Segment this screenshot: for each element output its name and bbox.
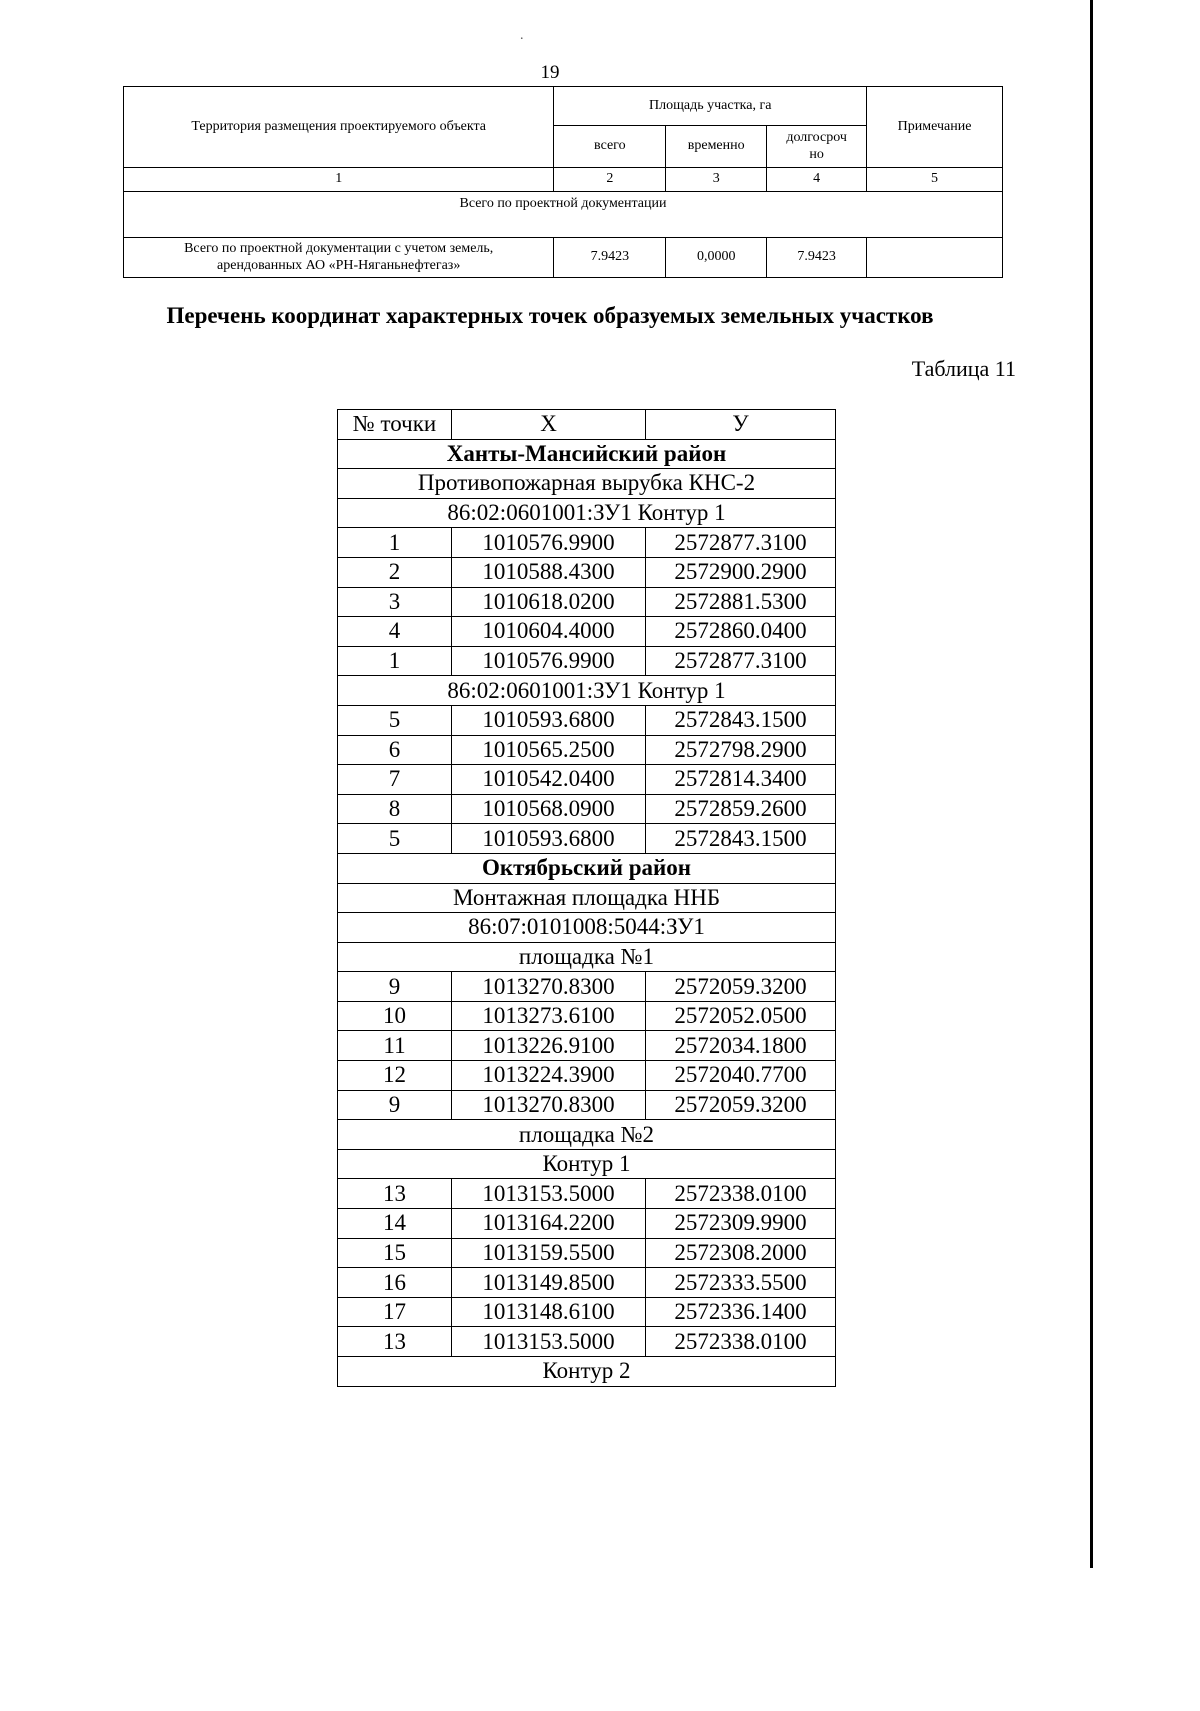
label-row — [338, 942, 836, 972]
point-number: 17 — [338, 1297, 452, 1327]
coordinate-row — [338, 765, 836, 795]
longterm-header-line1: долгосроч — [786, 130, 847, 146]
coordinate-row — [338, 1061, 836, 1091]
coordinate-row — [338, 528, 836, 558]
x-value: 1013270.8300 — [452, 972, 646, 1002]
y-value: 2572900.2900 — [646, 557, 836, 587]
point-number: 9 — [338, 972, 452, 1002]
temporary-header: временно — [666, 126, 767, 168]
y-value: 2572860.0400 — [646, 617, 836, 647]
x-value: 1013149.8500 — [452, 1268, 646, 1298]
point-number: 3 — [338, 587, 452, 617]
coordinate-row — [338, 824, 836, 854]
point-number: 14 — [338, 1209, 452, 1239]
total-row — [124, 192, 1003, 238]
y-value: 2572034.1800 — [646, 1031, 836, 1061]
area-table — [123, 86, 1003, 278]
group-label: площадка №2 — [338, 1120, 836, 1150]
x-value: 1010565.2500 — [452, 735, 646, 765]
y-value: 2572843.1500 — [646, 824, 836, 854]
leased-total: 7.9423 — [554, 238, 666, 278]
x-value: 1010542.0400 — [452, 765, 646, 795]
group-label: Монтажная площадка ННБ — [338, 883, 836, 913]
y-value: 2572333.5500 — [646, 1268, 836, 1298]
x-value: 1013224.3900 — [452, 1061, 646, 1091]
label-row — [338, 913, 836, 943]
total-header: всего — [554, 126, 666, 168]
coordinate-row — [338, 1238, 836, 1268]
label-row — [338, 469, 836, 499]
column-number: 2 — [554, 168, 666, 192]
point-number: 13 — [338, 1327, 452, 1357]
district-name: Октябрьский район — [338, 853, 836, 883]
x-value: 1010618.0200 — [452, 587, 646, 617]
group-label: площадка №1 — [338, 942, 836, 972]
area-header: Площадь участка, га — [554, 87, 867, 126]
note-header: Примечание — [867, 87, 1003, 168]
x-value: 1013148.6100 — [452, 1297, 646, 1327]
coordinate-row — [338, 617, 836, 647]
x-value: 1010576.9900 — [452, 646, 646, 676]
district-row — [338, 853, 836, 883]
x-value: 1010588.4300 — [452, 557, 646, 587]
point-number: 5 — [338, 824, 452, 854]
column-number: 4 — [767, 168, 867, 192]
coordinate-row — [338, 1297, 836, 1327]
x-header: X — [452, 410, 646, 440]
coordinate-row — [338, 646, 836, 676]
column-number-row — [124, 168, 1003, 192]
point-number: 13 — [338, 1179, 452, 1209]
point-number: 1 — [338, 528, 452, 558]
y-value: 2572798.2900 — [646, 735, 836, 765]
x-value: 1013164.2200 — [452, 1209, 646, 1239]
label-row — [338, 1149, 836, 1179]
x-value: 1013273.6100 — [452, 1001, 646, 1031]
group-label: 86:02:0601001:ЗУ1 Контур 1 — [338, 498, 836, 528]
coordinate-row — [338, 1179, 836, 1209]
territory-header: Территория размещения проектируемого объекта — [124, 87, 554, 168]
x-value: 1013226.9100 — [452, 1031, 646, 1061]
y-value: 2572052.0500 — [646, 1001, 836, 1031]
x-value: 1013153.5000 — [452, 1179, 646, 1209]
leased-longterm: 7.9423 — [767, 238, 867, 278]
point-number: 11 — [338, 1031, 452, 1061]
coordinate-row — [338, 1268, 836, 1298]
leased-note — [867, 238, 1003, 278]
coordinates-table — [337, 409, 836, 1387]
label-row — [338, 1120, 836, 1150]
y-value: 2572814.3400 — [646, 765, 836, 795]
y-value: 2572309.9900 — [646, 1209, 836, 1239]
y-value: 2572877.3100 — [646, 646, 836, 676]
label-row — [338, 498, 836, 528]
point-number: 4 — [338, 617, 452, 647]
x-value: 1010593.6800 — [452, 824, 646, 854]
point-number: 2 — [338, 557, 452, 587]
coordinate-row — [338, 1031, 836, 1061]
y-value: 2572843.1500 — [646, 705, 836, 735]
leased-row — [124, 238, 1003, 278]
x-value: 1010576.9900 — [452, 528, 646, 558]
x-value: 1010604.4000 — [452, 617, 646, 647]
district-name: Ханты-Мансийский район — [338, 439, 836, 469]
group-label: 86:07:0101008:5044:ЗУ1 — [338, 913, 836, 943]
x-value: 1013153.5000 — [452, 1327, 646, 1357]
point-number: 12 — [338, 1061, 452, 1091]
x-value: 1010593.6800 — [452, 705, 646, 735]
point-number: 7 — [338, 765, 452, 795]
table-caption: Таблица 11 — [911, 356, 1016, 381]
label-row — [338, 883, 836, 913]
group-label: Контур 1 — [338, 1149, 836, 1179]
leased-row-label-line1: Всего по проектной документации с учетом земель, — [184, 241, 494, 257]
point-number: 15 — [338, 1238, 452, 1268]
leased-row-label — [124, 238, 554, 278]
document-title: Перечень координат характерных точек образуемых земельных участков — [166, 303, 934, 328]
point-number: 5 — [338, 705, 452, 735]
y-value: 2572059.3200 — [646, 1090, 836, 1120]
point-number: 16 — [338, 1268, 452, 1298]
leased-row-label-line2: арендованных АО «РН-Няганьнефтегаз» — [217, 257, 461, 273]
coordinate-row — [338, 705, 836, 735]
y-value: 2572308.2000 — [646, 1238, 836, 1268]
district-row — [338, 439, 836, 469]
label-row — [338, 1357, 836, 1387]
longterm-header — [767, 126, 867, 168]
group-label: Противопожарная вырубка КНС-2 — [338, 469, 836, 499]
scan-artifact: . — [520, 28, 524, 43]
point-number: 1 — [338, 646, 452, 676]
coordinate-row — [338, 1327, 836, 1357]
column-number: 1 — [124, 168, 554, 192]
coordinate-row — [338, 735, 836, 765]
column-number: 3 — [666, 168, 767, 192]
point-number: 6 — [338, 735, 452, 765]
leased-temporary: 0,0000 — [666, 238, 767, 278]
y-value: 2572338.0100 — [646, 1327, 836, 1357]
y-value: 2572877.3100 — [646, 528, 836, 558]
coordinate-row — [338, 587, 836, 617]
y-value: 2572040.7700 — [646, 1061, 836, 1091]
coordinate-row — [338, 1090, 836, 1120]
longterm-header-line2: но — [809, 146, 824, 162]
y-value: 2572059.3200 — [646, 972, 836, 1002]
point-number-header: № точки — [338, 410, 452, 440]
area-table-header-row — [124, 87, 1003, 126]
coordinates-header-row — [338, 410, 836, 440]
coordinate-row — [338, 794, 836, 824]
y-header: У — [646, 410, 836, 440]
page-number: 19 — [540, 62, 560, 83]
x-value: 1013270.8300 — [452, 1090, 646, 1120]
total-row-label: Всего по проектной документации — [124, 192, 1003, 238]
x-value: 1013159.5500 — [452, 1238, 646, 1268]
y-value: 2572338.0100 — [646, 1179, 836, 1209]
label-row — [338, 676, 836, 706]
y-value: 2572859.2600 — [646, 794, 836, 824]
coordinate-row — [338, 1209, 836, 1239]
coordinate-row — [338, 972, 836, 1002]
group-label: 86:02:0601001:ЗУ1 Контур 1 — [338, 676, 836, 706]
coordinate-row — [338, 557, 836, 587]
column-number: 5 — [867, 168, 1003, 192]
point-number: 8 — [338, 794, 452, 824]
group-label: Контур 2 — [338, 1357, 836, 1387]
x-value: 1010568.0900 — [452, 794, 646, 824]
y-value: 2572336.1400 — [646, 1297, 836, 1327]
y-value: 2572881.5300 — [646, 587, 836, 617]
point-number: 9 — [338, 1090, 452, 1120]
coordinate-row — [338, 1001, 836, 1031]
point-number: 10 — [338, 1001, 452, 1031]
coordinates-body — [338, 439, 836, 1386]
